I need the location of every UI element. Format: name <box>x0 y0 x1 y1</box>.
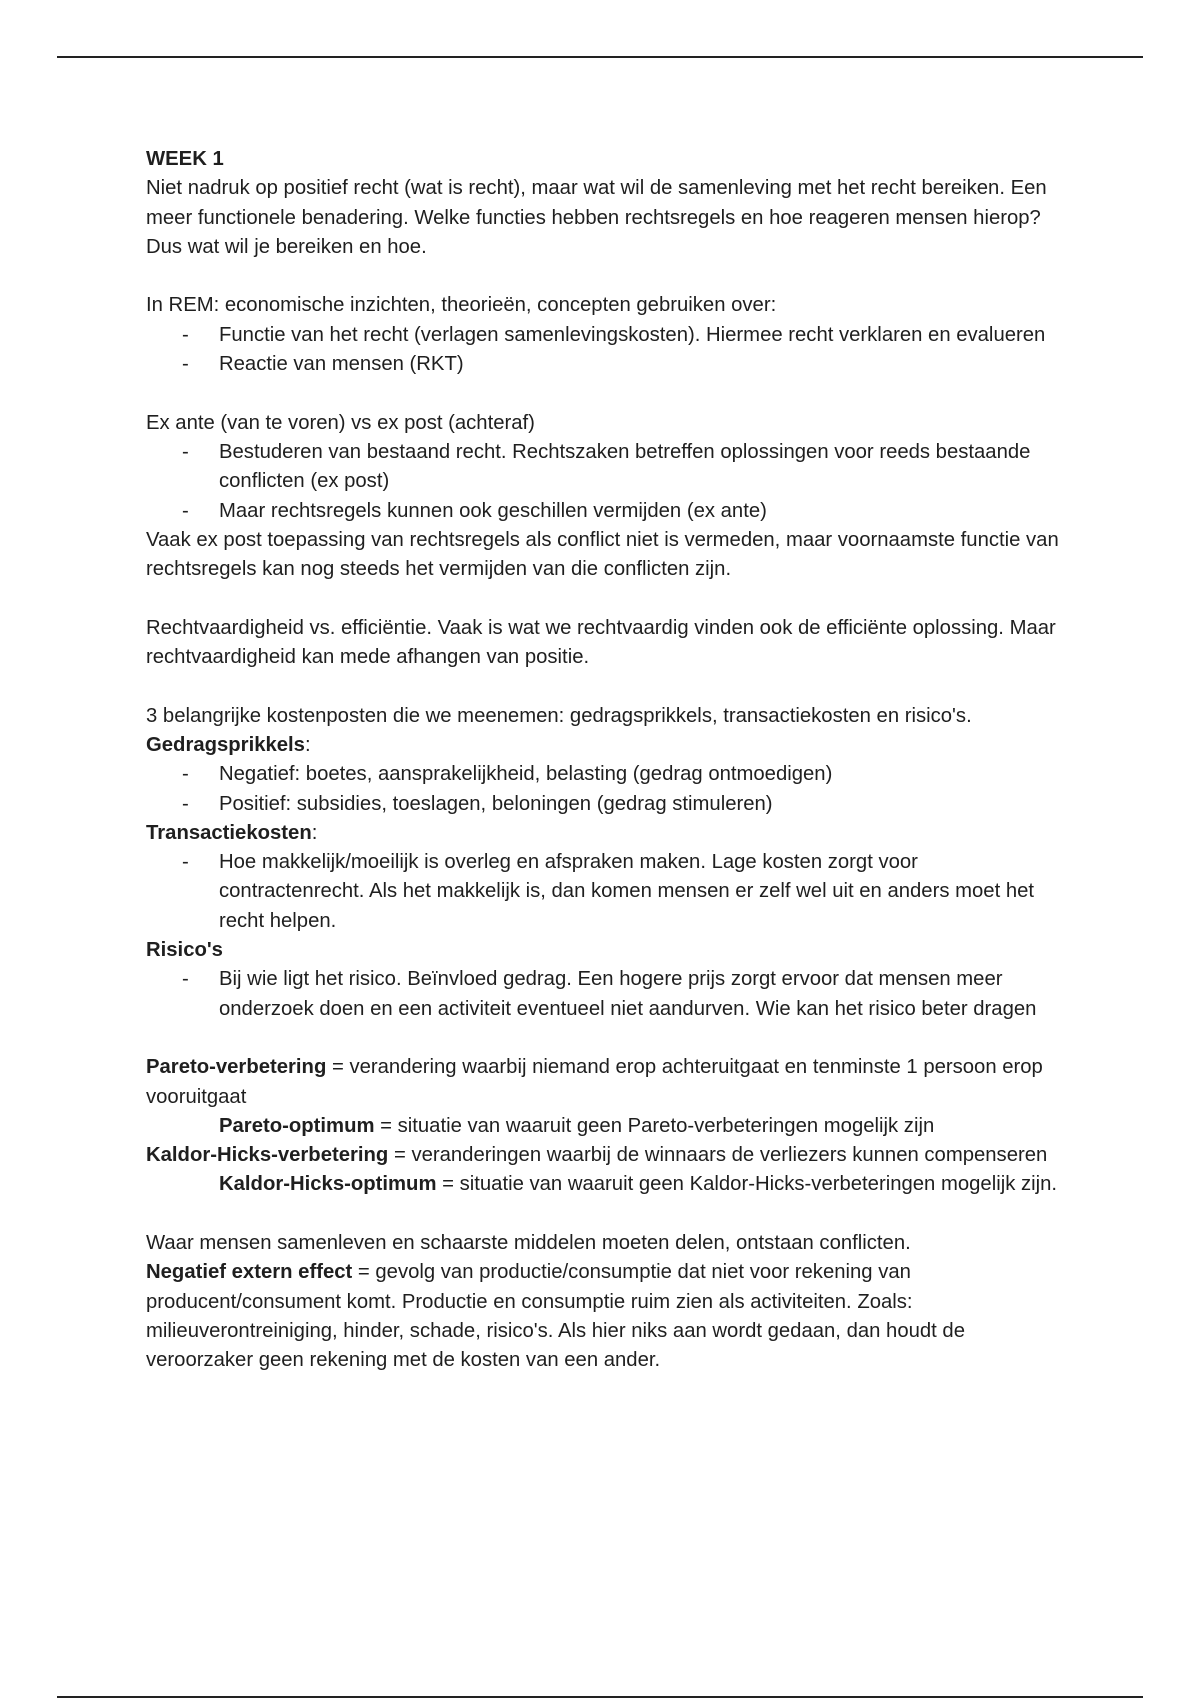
list-item: - Bestuderen van bestaand recht. Rechtszaken betreffen oplossingen voor reeds bestaande conflicten (ex post) <box>146 438 1066 497</box>
colon: : <box>304 733 311 756</box>
pareto-def: = verandering waarbij niemand erop achteruitgaat en tenminste 1 persoon erop vooruitgaat <box>146 1056 1043 1108</box>
kh-definition <box>146 1141 1066 1170</box>
pareto-optimum-definition <box>146 1112 1066 1141</box>
risk-heading: Risico's <box>146 939 223 962</box>
kh-opt-term: Kaldor-Hicks-optimum <box>219 1173 437 1196</box>
pareto-term: Pareto-verbetering <box>146 1056 327 1079</box>
document-body <box>146 145 1066 1375</box>
gedrag-label: Gedragsprikkels <box>146 733 305 756</box>
negative-externality-definition <box>146 1258 1066 1375</box>
kh-optimum-definition <box>146 1170 1066 1199</box>
intro-paragraph: Niet nadruk op positief recht (wat is recht), maar wat wil de samenleving met het recht bereiken. Een meer functionele benadering. Welke functies hebben rechtsregels en hoe reageren mensen hierop? Dus wat wil je bereiken en hoe. <box>146 177 1047 258</box>
kh-term: Kaldor-Hicks-verbetering <box>146 1144 389 1167</box>
trans-heading <box>146 819 1066 848</box>
list-item: - Hoe makkelijk/moeilijk is overleg en afspraken maken. Lage kosten zorgt voor contractenrecht. Als het makkelijk is, dan komen mensen er zelf wel uit en anders moet het recht helpen. <box>146 848 1066 936</box>
list-item: - Reactie van mensen (RKT) <box>146 350 1066 379</box>
exante-paragraph: Ex ante (van te voren) vs ex post (achteraf) <box>146 411 535 434</box>
footer-rule <box>57 1696 1143 1698</box>
colon: : <box>311 821 318 844</box>
neg-def: = gevolg van productie/consumptie dat niet voor rekening van producent/consument komt. Productie en consumptie ruim zien als activiteiten. Zoals: milieuverontreiniging, hinder, schade, risico's. Als hier niks aan wordt gedaan, dan houdt de veroorzaker geen rekening met de kosten van een ander. <box>146 1261 965 1372</box>
trans-list <box>146 848 1066 936</box>
neg-term: Negatief extern effect <box>146 1261 353 1284</box>
list-item: - Maar rechtsregels kunnen ook geschillen vermijden (ex ante) <box>146 497 1066 526</box>
rem-list <box>146 321 1066 380</box>
conflict-paragraph: Waar mensen samenleven en schaarste middelen moeten delen, ontstaan conflicten. <box>146 1231 911 1254</box>
exante-list <box>146 438 1066 526</box>
costs-intro: 3 belangrijke kostenposten die we meenemen: gedragsprikkels, transactiekosten en risico's. <box>146 704 972 727</box>
list-item: - Bij wie ligt het risico. Beïnvloed gedrag. Een hogere prijs zorgt ervoor dat mensen meer onderzoek doen en een activiteit eventueel niet aandurven. Wie kan het risico beter dragen <box>146 965 1066 1024</box>
list-item: - Negatief: boetes, aansprakelijkheid, belasting (gedrag ontmoedigen) <box>146 760 1066 789</box>
pareto-opt-def: = situatie van waaruit geen Pareto-verbeteringen mogelijk zijn <box>374 1114 935 1137</box>
list-item: - Positief: subsidies, toeslagen, beloningen (gedrag stimuleren) <box>146 790 1066 819</box>
gedrag-heading <box>146 731 1066 760</box>
risk-list <box>146 965 1066 1024</box>
pareto-definition <box>146 1053 1066 1112</box>
expost-paragraph: Vaak ex post toepassing van rechtsregels als conflict niet is vermeden, maar voornaamste functie van rechtsregels kan nog steeds het vermijden van die conflicten zijn. <box>146 528 1059 581</box>
pareto-opt-term: Pareto-optimum <box>219 1114 375 1137</box>
page-title: WEEK 1 <box>146 148 224 170</box>
header-rule <box>57 56 1143 58</box>
trans-label: Transactiekosten <box>146 821 312 844</box>
list-item: - Functie van het recht (verlagen samenlevingskosten). Hiermee recht verklaren en evalueren <box>146 321 1066 350</box>
rem-paragraph: In REM: economische inzichten, theorieën, concepten gebruiken over: <box>146 294 777 317</box>
justice-paragraph: Rechtvaardigheid vs. efficiëntie. Vaak is wat we rechtvaardig vinden ook de efficiënte oplossing. Maar rechtvaardigheid kan mede afhangen van positie. <box>146 616 1056 669</box>
gedrag-list <box>146 760 1066 819</box>
kh-def: = veranderingen waarbij de winnaars de verliezers kunnen compenseren <box>388 1144 1048 1167</box>
kh-opt-def: = situatie van waaruit geen Kaldor-Hicks-verbeteringen mogelijk zijn. <box>436 1173 1058 1196</box>
